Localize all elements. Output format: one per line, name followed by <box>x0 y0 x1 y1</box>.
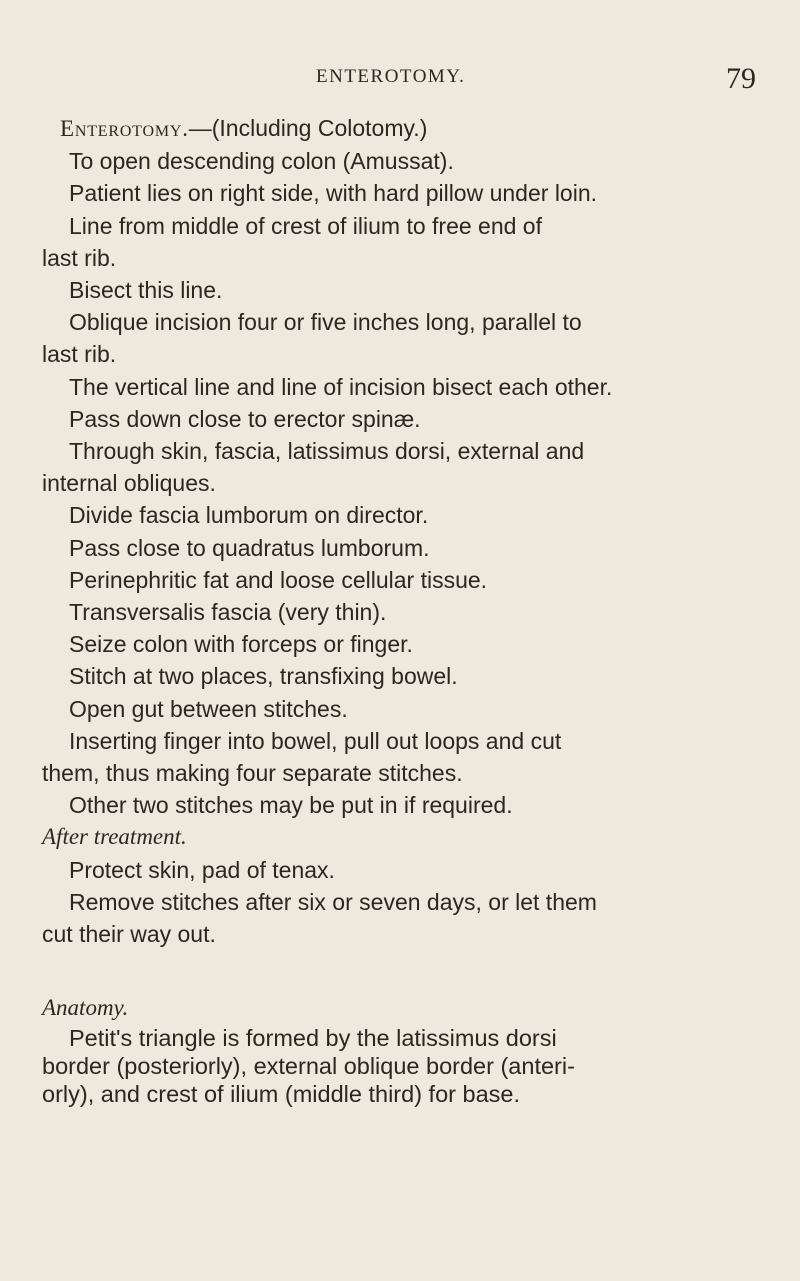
section-heading-subtitle: —(Including Colotomy.) <box>188 115 428 141</box>
text-line: Bisect this line. <box>69 277 223 304</box>
section-gap <box>42 950 762 992</box>
anatomy-heading: Anatomy. <box>42 995 129 1021</box>
text-line: Through skin, fascia, latissimus dorsi, external and <box>69 438 585 465</box>
text-line: Pass close to quadratus lumborum. <box>69 534 430 561</box>
text-line: Remove stitches after six or seven days, or let them <box>69 888 597 915</box>
text-line: Divide fascia lumborum on director. <box>69 502 429 529</box>
text-line: Stitch at two places, transfixing bowel. <box>69 663 458 690</box>
text-line: Open gut between stitches. <box>69 695 348 722</box>
text-line: Other two stitches may be put in if required. <box>69 792 513 819</box>
text-line: Oblique incision four or five inches long, parallel to <box>69 309 582 336</box>
section-heading-title: Enterotomy. <box>60 116 189 141</box>
text-line: Patient lies on right side, with hard pillow under loin. <box>69 180 598 207</box>
text-line: border (posteriorly), external oblique border (anteri- <box>42 1053 575 1080</box>
text-line: Inserting finger into bowel, pull out loops and cut <box>69 727 562 754</box>
text-line: Transversalis fascia (very thin). <box>69 599 387 626</box>
text-line: cut their way out. <box>42 921 216 948</box>
text-line: last rib. <box>42 244 117 271</box>
text-line: orly), and crest of ilium (middle third) for base. <box>42 1081 520 1108</box>
text-line: internal obliques. <box>42 470 216 497</box>
text-line: To open descending colon (Amussat). <box>69 148 454 175</box>
running-title: ENTEROTOMY. <box>316 66 466 87</box>
text-line: Petit's triangle is formed by the latissimus dorsi <box>69 1025 557 1052</box>
text-line: last rib. <box>42 341 117 368</box>
text-line: them, thus making four separate stitches. <box>42 760 463 787</box>
anatomy-paragraph <box>42 1024 762 1108</box>
text-line: Line from middle of crest of ilium to free end of <box>69 212 542 239</box>
text-line: Protect skin, pad of tenax. <box>69 856 335 883</box>
text-line: The vertical line and line of incision bisect each other. <box>69 373 613 400</box>
body-text <box>42 112 762 1108</box>
after-treatment-heading: After treatment. <box>42 824 187 850</box>
text-line: Perinephritic fat and loose cellular tissue. <box>69 566 488 593</box>
text-line: Pass down close to erector spinæ. <box>69 405 421 432</box>
page-number: 79 <box>726 62 756 95</box>
running-head <box>0 62 800 95</box>
text-line: Seize colon with forceps or finger. <box>69 631 413 658</box>
section-heading <box>42 112 762 145</box>
